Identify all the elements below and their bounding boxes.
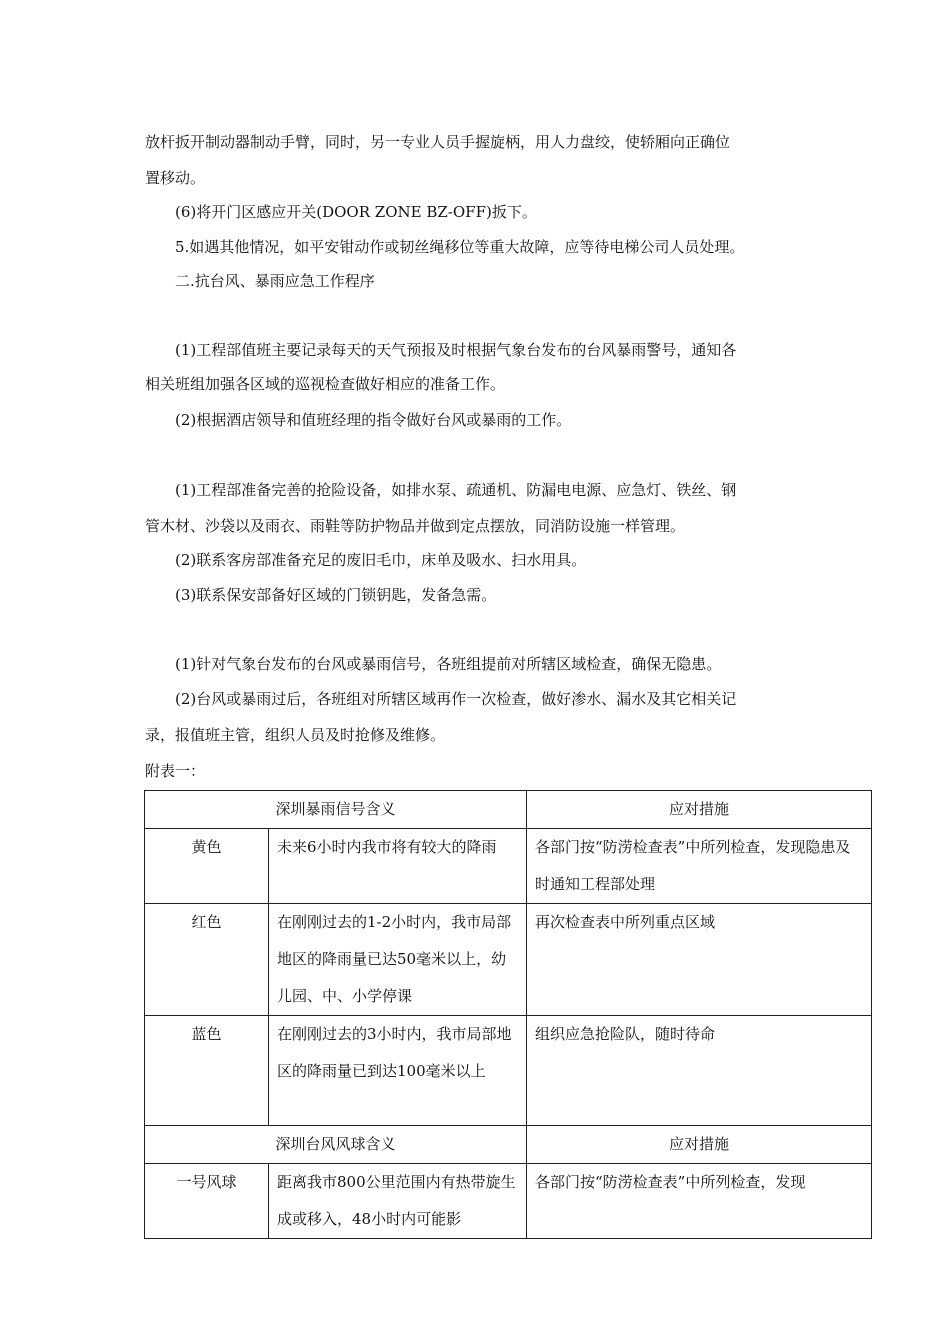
paragraph: 置移动。: [145, 169, 206, 187]
signal-meaning: 未来6小时内我市将有较大的降雨: [269, 829, 527, 904]
measures-header: 应对措施: [527, 791, 872, 829]
table-caption: 附表一：: [145, 762, 206, 780]
signal-measure: 再次检查表中所列重点区域: [527, 904, 872, 1016]
signal-measure: 组织应急抢险队，随时待命: [527, 1016, 872, 1126]
paragraph: (2)台风或暴雨过后，各班组对所辖区域再作一次检查，做好渗水、漏水及其它相关记: [175, 690, 737, 708]
table-header-row: [145, 1126, 872, 1164]
measures-header: 应对措施: [527, 1126, 872, 1164]
paragraph: 5.如遇其他情况，如平安钳动作或韧丝绳移位等重大故障，应等待电梯公司人员处理。: [175, 238, 745, 256]
signal-measure: 各部门按“防涝检查表”中所列检查，发现: [527, 1164, 872, 1239]
signal-meaning: 距离我市800公里范围内有热带旋生成或移入，48小时内可能影: [269, 1164, 527, 1239]
paragraph: (1)工程部准备完善的抢险设备，如排水泵、疏通机、防漏电电源、应急灯、铁丝、钢: [175, 481, 737, 499]
paragraph: (6)将开门区感应开关(DOOR ZONE BZ-OFF)扳下。: [175, 203, 537, 221]
paragraph: 放杆扳开制动器制动手臂，同时，另一专业人员手握旋柄，用人力盘绞，使轿厢向正确位: [145, 133, 731, 151]
signal-level: 一号风球: [145, 1164, 269, 1239]
paragraph: 管木材、沙袋以及雨衣、雨鞋等防护物品并做到定点摆放，同消防设施一样管理。: [145, 517, 686, 535]
typhoon-signal-header: 深圳台风风球含义: [145, 1126, 527, 1164]
signal-meaning: 在刚刚过去的3小时内，我市局部地区的降雨量已到达100毫米以上: [269, 1016, 527, 1126]
table-header-row: [145, 791, 872, 829]
paragraph: 录，报值班主管，组织人员及时抢修及维修。: [145, 726, 446, 744]
signal-measure: 各部门按“防涝检查表”中所列检查，发现隐患及时通知工程部处理: [527, 829, 872, 904]
paragraph: (1)针对气象台发布的台风或暴雨信号，各班组提前对所辖区域检查，确保无隐患。: [175, 655, 722, 673]
paragraph: (1)工程部值班主要记录每天的天气预报及时根据气象台发布的台风暴雨警号，通知各: [175, 341, 737, 359]
signal-level: 黄色: [145, 829, 269, 904]
table-row: [145, 829, 872, 904]
paragraph: (3)联系保安部备好区域的门锁钥匙，发备急需。: [175, 586, 497, 604]
paragraph: (2)根据酒店领导和值班经理的指令做好台风或暴雨的工作。: [175, 411, 572, 429]
section-heading: 二.抗台风、暴雨应急工作程序: [175, 272, 375, 290]
signal-level: 红色: [145, 904, 269, 1016]
paragraph: (2)联系客房部准备充足的废旧毛巾，床单及吸水、扫水用具。: [175, 551, 587, 569]
signal-meaning: 在刚刚过去的1-2小时内，我市局部地区的降雨量已达50毫米以上，幼儿园、中、小学停课: [269, 904, 527, 1016]
signal-level: 蓝色: [145, 1016, 269, 1126]
rain-signal-header: 深圳暴雨信号含义: [145, 791, 527, 829]
signal-table: [144, 790, 872, 1239]
table-row: [145, 1016, 872, 1126]
table-row: [145, 1164, 872, 1239]
paragraph: 相关班组加强各区域的巡视检查做好相应的准备工作。: [145, 375, 506, 393]
table-row: [145, 904, 872, 1016]
